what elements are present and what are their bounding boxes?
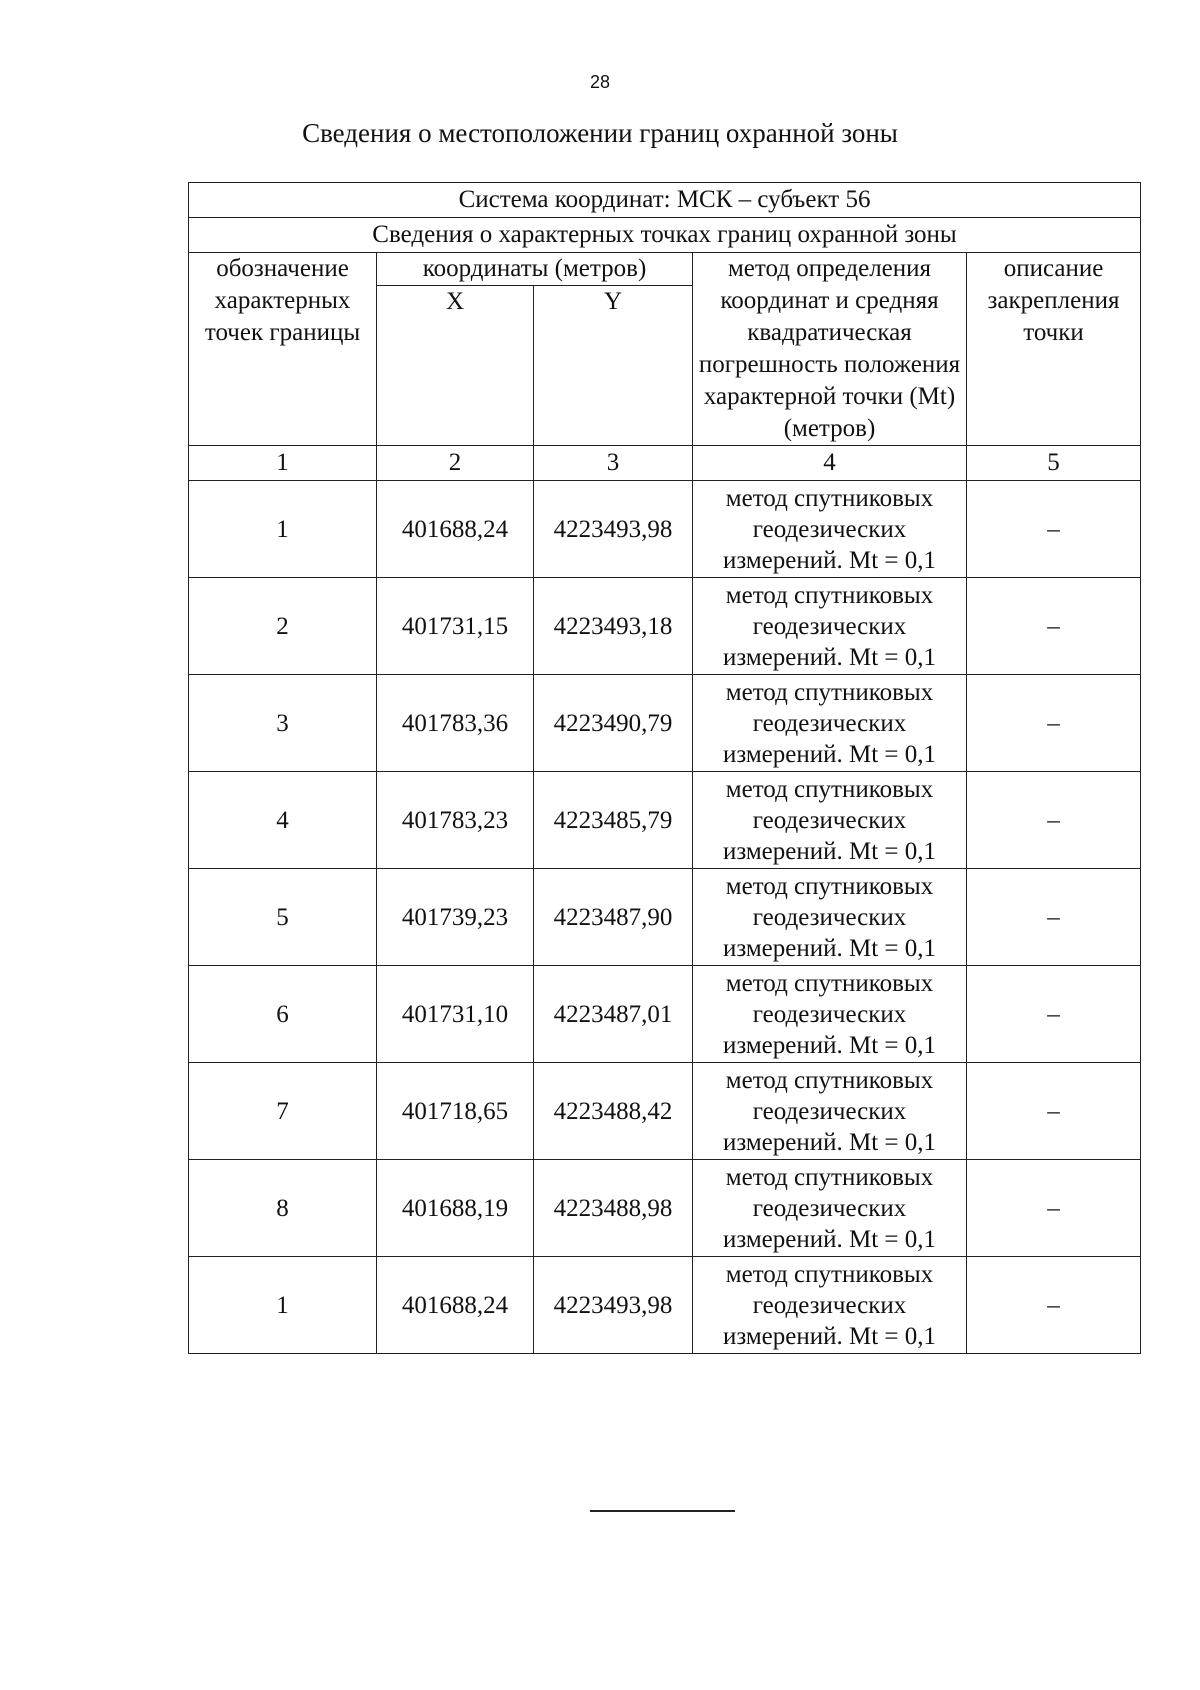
header-designation: обозначение характерных точек границы: [189, 253, 377, 446]
fixation-description: –: [967, 1160, 1141, 1257]
header-coordinates: координаты (метров): [377, 253, 693, 286]
y-coordinate: 4223488,98: [534, 1160, 693, 1257]
fixation-description: –: [967, 1063, 1141, 1160]
table-row: [189, 869, 1141, 966]
method-text: метод спутниковых геодезических измерений. Mt = 0,1: [693, 1257, 967, 1354]
table-row: [189, 578, 1141, 675]
fixation-description: –: [967, 1257, 1141, 1354]
footer-divider: [590, 1510, 735, 1512]
method-text: метод спутниковых геодезических измерений. Mt = 0,1: [693, 966, 967, 1063]
page-number: 28: [589, 72, 611, 92]
x-coordinate: 401688,24: [377, 481, 534, 578]
x-coordinate: 401731,15: [377, 578, 534, 675]
method-text: метод спутниковых геодезических измерений. Mt = 0,1: [693, 675, 967, 772]
table-row: [189, 966, 1141, 1063]
table-row: [189, 481, 1141, 578]
fixation-description: –: [967, 772, 1141, 869]
method-text: метод спутниковых геодезических измерений. Mt = 0,1: [693, 578, 967, 675]
fixation-description: –: [967, 966, 1141, 1063]
method-text: метод спутниковых геодезических измерений. Mt = 0,1: [693, 1063, 967, 1160]
fixation-description: –: [967, 869, 1141, 966]
x-coordinate: 401783,23: [377, 772, 534, 869]
header-method: метод определения координат и средняя квадратическая погрешность положения характерной точки (Mt) (метров): [693, 253, 967, 446]
y-coordinate: 4223493,98: [534, 1257, 693, 1354]
header-x: X: [377, 286, 534, 446]
y-coordinate: 4223493,18: [534, 578, 693, 675]
method-text: метод спутниковых геодезических измерений. Mt = 0,1: [693, 772, 967, 869]
column-number: 4: [693, 446, 967, 481]
point-id: 2: [189, 578, 377, 675]
table-row: [189, 772, 1141, 869]
method-text: метод спутниковых геодезических измерений. Mt = 0,1: [693, 481, 967, 578]
x-coordinate: 401739,23: [377, 869, 534, 966]
coordinate-system-cell: Система координат: МСК – субъект 56: [189, 183, 1141, 218]
x-coordinate: 401783,36: [377, 675, 534, 772]
column-number: 3: [534, 446, 693, 481]
boundary-points-table: [188, 182, 1141, 1354]
point-id: 8: [189, 1160, 377, 1257]
x-coordinate: 401731,10: [377, 966, 534, 1063]
point-id: 7: [189, 1063, 377, 1160]
column-number: 5: [967, 446, 1141, 481]
header-y: Y: [534, 286, 693, 446]
table-row: [189, 675, 1141, 772]
table-row: [189, 1160, 1141, 1257]
boundary-points-table-wrapper: [188, 182, 1140, 1354]
point-id: 3: [189, 675, 377, 772]
point-id: 1: [189, 481, 377, 578]
y-coordinate: 4223488,42: [534, 1063, 693, 1160]
header-description: описание закрепления точки: [967, 253, 1141, 446]
x-coordinate: 401688,24: [377, 1257, 534, 1354]
y-coordinate: 4223487,01: [534, 966, 693, 1063]
column-numbers-row: [189, 446, 1141, 481]
fixation-description: –: [967, 481, 1141, 578]
document-title: Сведения о местоположении границ охранной зоны: [302, 118, 898, 148]
y-coordinate: 4223493,98: [534, 481, 693, 578]
x-coordinate: 401718,65: [377, 1063, 534, 1160]
method-text: метод спутниковых геодезических измерений. Mt = 0,1: [693, 1160, 967, 1257]
point-id: 6: [189, 966, 377, 1063]
method-text: метод спутниковых геодезических измерений. Mt = 0,1: [693, 869, 967, 966]
fixation-description: –: [967, 675, 1141, 772]
point-id: 5: [189, 869, 377, 966]
x-coordinate: 401688,19: [377, 1160, 534, 1257]
point-id: 1: [189, 1257, 377, 1354]
y-coordinate: 4223490,79: [534, 675, 693, 772]
table-subtitle-cell: Сведения о характерных точках границ охранной зоны: [189, 218, 1141, 253]
point-id: 4: [189, 772, 377, 869]
column-number: 2: [377, 446, 534, 481]
y-coordinate: 4223485,79: [534, 772, 693, 869]
fixation-description: –: [967, 578, 1141, 675]
column-number: 1: [189, 446, 377, 481]
table-row: [189, 1257, 1141, 1354]
y-coordinate: 4223487,90: [534, 869, 693, 966]
table-row: [189, 1063, 1141, 1160]
